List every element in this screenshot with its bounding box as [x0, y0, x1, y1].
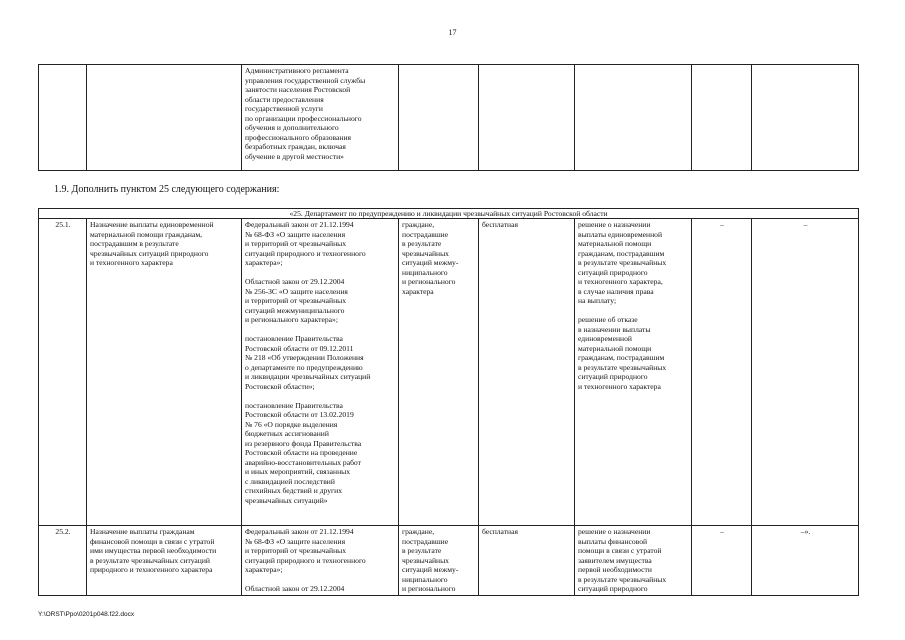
cell-num [39, 65, 87, 171]
cell-num: 25.2. [39, 526, 87, 596]
cell-law: Федеральный закон от 21.12.1994 № 68-ФЗ «О защите населения и территорий от чрезвычайных ситуаций природного и техногенного характера»; Областной закон от 29.12.2004 № 256-ЗС «О защите населения и территорий от чрезвычайных ситуаций межмуниципального и регионального характера»; постановление Правительства Ростовской области от 09.12.2011 № 218 «Об утверждении Положения о департаменте по предупреждению и ликвидации чрезвычайных ситуаций Ростовской области»; постановление Правительства Ростовской области от 13.02.2019 № 76 «О порядке выделения бюджетных ассигнований из резервного фонда Правительства Ростовской области на проведение аварийно-восстановительных работ и иных мероприятий, связанных с ликвидацией последствий стихийных бедствий и других чрезвычайных ситуаций» [242, 219, 399, 526]
cell-col7 [692, 65, 752, 171]
cell-col7: – [692, 219, 752, 526]
cell-recipients [399, 65, 479, 171]
table-row [39, 219, 859, 526]
cell-law: Федеральный закон от 21.12.1994 № 68-ФЗ «О защите населения и территорий от чрезвычайных ситуаций природного и техногенного характера»; Областной закон от 29.12.2004 [242, 526, 399, 596]
cell-cost: бесплатная [479, 526, 575, 596]
cell-col7: – [692, 526, 752, 596]
cell-col8 [752, 65, 859, 171]
cell-service [87, 65, 242, 171]
table-row [39, 526, 859, 596]
services-table [38, 208, 859, 596]
cell-recipients: граждане, пострадавшие в результате чрезвычайных ситуаций межму- ниципального и регионального характера [399, 219, 479, 526]
cell-cost: бесплатная [479, 219, 575, 526]
previous-table-fragment [38, 64, 859, 171]
page-number: 17 [448, 28, 457, 37]
cell-col8: –». [752, 526, 859, 596]
cell-col8: – [752, 219, 859, 526]
cell-service: Назначение выплаты гражданам финансовой помощи в связи с утратой ими имущества первой необходимости в результате чрезвычайных ситуаций природного и техногенного характера [87, 526, 242, 596]
cell-service: Назначение выплаты единовременной материальной помощи гражданам, пострадавшим в результате чрезвычайных ситуаций природного и техногенного характера [87, 219, 242, 526]
cell-result [575, 65, 692, 171]
footer-file-path: Y:\ORST\Ppo\0201p048.f22.docx [38, 611, 135, 618]
cell-recipients: граждане, пострадавшие в результате чрезвычайных ситуаций межму- ниципального и регионального [399, 526, 479, 596]
department-header-row [39, 209, 859, 219]
cell-law: Административного регламента управления государственной службы занятости населения Ростовской области предоставления государственной услуги по организации профессионального обучения и дополнительного профессионального образования безработных граждан, включая обучение в другой местности» [242, 65, 399, 171]
cell-num: 25.1. [39, 219, 87, 526]
cell-result: решение о назначении выплаты единовременной материальной помощи гражданам, пострадавшим в результате чрезвычайных ситуаций природного и техногенного характера, в случае наличия права на выплату; решение об отказе в назначении выплаты единовременной материальной помощи гражданам, пострадавшим в результате чрезвычайных ситуаций природного и техногенного характера [575, 219, 692, 526]
table-row [39, 65, 859, 171]
department-header: «25. Департамент по предупреждению и ликвидации чрезвычайных ситуаций Ростовской области [39, 209, 859, 219]
cell-cost [479, 65, 575, 171]
cell-result: решение о назначении выплаты финансовой помощи в связи с утратой заявителем имущества первой необходимости в результате чрезвычайных ситуаций природного [575, 526, 692, 596]
section-heading: 1.9. Дополнить пунктом 25 следующего содержания: [54, 184, 280, 195]
